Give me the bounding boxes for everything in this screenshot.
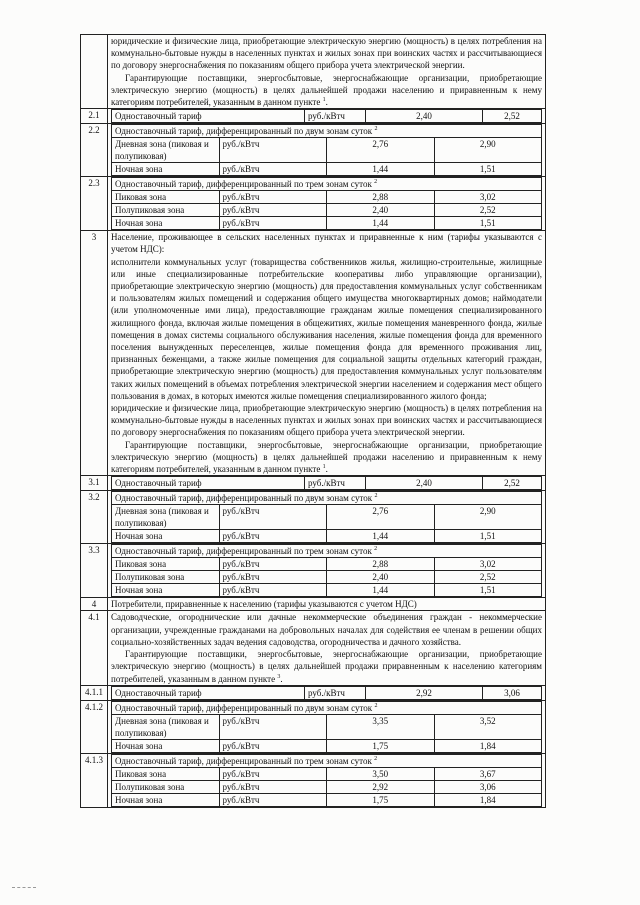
value-second-half: 3,02 [434,558,542,571]
value-second-half: 2,52 [483,477,542,490]
section-text [108,611,546,685]
tariff-title: Одноставочный тариф, дифференцированный по двум зонам суток $^2$ [112,701,542,714]
value-first-half: 2,92 [366,686,483,699]
table-row [81,476,546,491]
row-number: 4.1.3 [81,753,108,807]
paragraph: Гарантирующие поставщики, энергосбытовые, энергоснабжающие организации, приобретающие электрическую энергию (мощность) в целях дальнейшей продажи населению и приравненным к нему категориям потребителей, указанным в данном пункте $^1$. [111,439,542,475]
row-number: 2.3 [81,177,108,231]
row-number: 4 [81,598,108,611]
value-second-half: 1,51 [434,530,542,543]
value-second-half: 1,51 [434,163,542,176]
value-first-half: 2,92 [327,780,435,793]
section-3 [81,231,546,476]
table-row [81,177,546,231]
table-row [81,491,546,544]
unit: руб./кВтч [219,163,327,176]
zone-label: Ночная зона [112,217,220,230]
value-first-half: 1,75 [327,793,435,806]
zone-label: Полупиковая зона [112,204,220,217]
zone-label: Ночная зона [112,584,220,597]
value-first-half: 2,88 [327,191,435,204]
row-number: 3.3 [81,544,108,598]
value-second-half: 1,51 [434,584,542,597]
value-first-half: 1,44 [327,163,435,176]
table-row [81,544,546,598]
section-title: Потребители, приравненные к населению (тарифы указываются с учетом НДС) [108,598,546,611]
unit: руб./кВтч [305,686,366,699]
scan-edge-mark [12,887,36,888]
unit: руб./кВтч [219,780,327,793]
row-number: 3.2 [81,491,108,544]
table-row [81,753,546,807]
tariff-title: Одноставочный тариф, дифференцированный по двум зонам суток $^2$ [112,125,542,138]
zone-label: Ночная зона [112,793,220,806]
section-4-1 [81,611,546,685]
zone-label: Дневная зона (пиковая и полупиковая) [112,714,220,739]
unit: руб./кВтч [219,739,327,752]
tariff-label: Одноставочный тариф [112,686,305,699]
zone-label: Пиковая зона [112,558,220,571]
paragraph: Садоводческие, огороднические или дачные некоммерческие объединения граждан - некоммерческие организации, учрежденные гражданами на добровольных началах для содействия ее членам в решении общих социально-хозяйственных задач ведения садоводства, огородничества и дачного хозяйства. [111,612,542,647]
row-number: 2.1 [81,109,108,124]
zone-label: Ночная зона [112,739,220,752]
unit: руб./кВтч [219,191,327,204]
value-second-half: 2,52 [434,571,542,584]
value-first-half: 1,75 [327,739,435,752]
value-second-half: 3,06 [483,686,542,699]
value-first-half: 2,40 [327,204,435,217]
table-row [81,700,546,753]
unit: руб./кВтч [219,767,327,780]
unit: руб./кВтч [219,204,327,217]
value-second-half: 2,52 [434,204,542,217]
section-text [108,35,546,109]
zone-label: Полупиковая зона [112,780,220,793]
paragraph: Гарантирующие поставщики, энергосбытовые, энергоснабжающие организации, приобретающие электрическую энергию (мощность) в целях дальнейшей продажи приравненным к населению категориям потребителей, указанным в данном пункте $^3$. [111,649,542,684]
value-second-half: 2,90 [434,505,542,530]
paragraph: юридические и физические лица, приобретающие электрическую энергию (мощность) в целях потребления на коммунально-бытовые нужды в населенных пунктах и жилых зонах при воинских частях и рассчитывающиеся по договору энергоснабжения по показаниям общего прибора учета электрической энергии. [111,36,542,71]
row-number: 4.1.2 [81,700,108,753]
value-second-half: 1,84 [434,793,542,806]
value-first-half: 2,40 [366,110,483,123]
unit: руб./кВтч [219,793,327,806]
row-number: 3 [81,231,108,476]
value-first-half: 2,76 [327,505,435,530]
row-number: 4.1 [81,611,108,685]
tariff-table [80,34,546,808]
value-second-half: 3,67 [434,767,542,780]
unit: руб./кВтч [219,138,327,163]
section-2-continuation [81,35,546,109]
zone-label: Ночная зона [112,530,220,543]
value-first-half: 1,44 [327,584,435,597]
value-first-half: 2,76 [327,138,435,163]
unit: руб./кВтч [219,217,327,230]
unit: руб./кВтч [219,571,327,584]
table-row [81,124,546,177]
value-first-half: 1,44 [327,530,435,543]
value-second-half: 2,90 [434,138,542,163]
row-number [81,35,108,109]
value-first-half: 1,44 [327,217,435,230]
row-number: 4.1.1 [81,685,108,700]
value-second-half: 1,84 [434,739,542,752]
tariff-title: Одноставочный тариф, дифференцированный по двум зонам суток $^2$ [112,492,542,505]
tariff-label: Одноставочный тариф [112,110,305,123]
zone-label: Ночная зона [112,163,220,176]
tariff-label: Одноставочный тариф [112,477,305,490]
row-number: 2.2 [81,124,108,177]
value-second-half: 3,52 [434,714,542,739]
table-row [81,685,546,700]
zone-label: Дневная зона (пиковая и полупиковая) [112,505,220,530]
value-second-half: 3,06 [434,780,542,793]
value-first-half: 3,50 [327,767,435,780]
value-first-half: 3,35 [327,714,435,739]
unit: руб./кВтч [305,110,366,123]
unit: руб./кВтч [305,477,366,490]
tariff-title: Одноставочный тариф, дифференцированный по трем зонам суток $^2$ [112,754,542,767]
value-second-half: 2,52 [483,110,542,123]
value-first-half: 2,40 [327,571,435,584]
unit: руб./кВтч [219,505,327,530]
section-text [108,231,546,476]
tariff-title: Одноставочный тариф, дифференцированный по трем зонам суток $^2$ [112,545,542,558]
unit: руб./кВтч [219,714,327,739]
table-row [81,109,546,124]
paragraph: Население, проживающее в сельских населенных пунктах и приравненные к ним (тарифы указываются с учетом НДС): [111,232,542,255]
zone-label: Полупиковая зона [112,571,220,584]
tariff-title: Одноставочный тариф, дифференцированный по трем зонам суток $^2$ [112,178,542,191]
value-first-half: 2,40 [366,477,483,490]
unit: руб./кВтч [219,530,327,543]
zone-label: Пиковая зона [112,767,220,780]
zone-label: Пиковая зона [112,191,220,204]
unit: руб./кВтч [219,584,327,597]
section-4-header [81,598,546,611]
row-number: 3.1 [81,476,108,491]
paragraph: юридические и физические лица, приобретающие электрическую энергию (мощность) в целях потребления на коммунально-бытовые нужды в населенных пунктах и жилых зонах при воинских частях и рассчитывающиеся по договору энергоснабжения по показаниям общего прибора учета электрической энергии. [111,403,542,438]
paragraph: исполнители коммунальных услуг (товарищества собственников жилья, жилищно-строительные, жилищные или иные специализированные потребительские кооперативы либо управляющие организации), приобретающие электрическую энергию (мощность) для предоставления коммунальных услуг собственникам и пользователям жилых помещений и содержания общего имущества многоквартирных домов; наймодатели (или уполномоченные ими лица), предоставляющие гражданам жилые помещения специализированного жилищного фонда, включая жилые помещения в общежитиях, жилые помещения маневренного фонда, жилые помещения в домах системы социального обслуживания населения, жилые помещения фонда для временного поселения вынужденных переселенцев, жилые помещения фонда для временного проживания лиц, признанных беженцами, а также жилые помещения для социальной защиты отдельных категорий граждан, приобретающие электрическую энергию (мощность) для предоставления коммунальных услуг пользователям таких жилых помещений в объемах потребления электрической энергии населением и содержания мест общего пользования в домах, в которых имеются жилые помещения специализированного жилого фонда; [111,256,542,401]
value-second-half: 1,51 [434,217,542,230]
value-first-half: 2,88 [327,558,435,571]
unit: руб./кВтч [219,558,327,571]
paragraph: Гарантирующие поставщики, энергосбытовые, энергоснабжающие организации, приобретающие электрическую энергию (мощность) в целях дальнейшей продажи населению и приравненным к нему категориям потребителей, указанным в данном пункте $^1$. [111,72,542,108]
value-second-half: 3,02 [434,191,542,204]
zone-label: Дневная зона (пиковая и полупиковая) [112,138,220,163]
